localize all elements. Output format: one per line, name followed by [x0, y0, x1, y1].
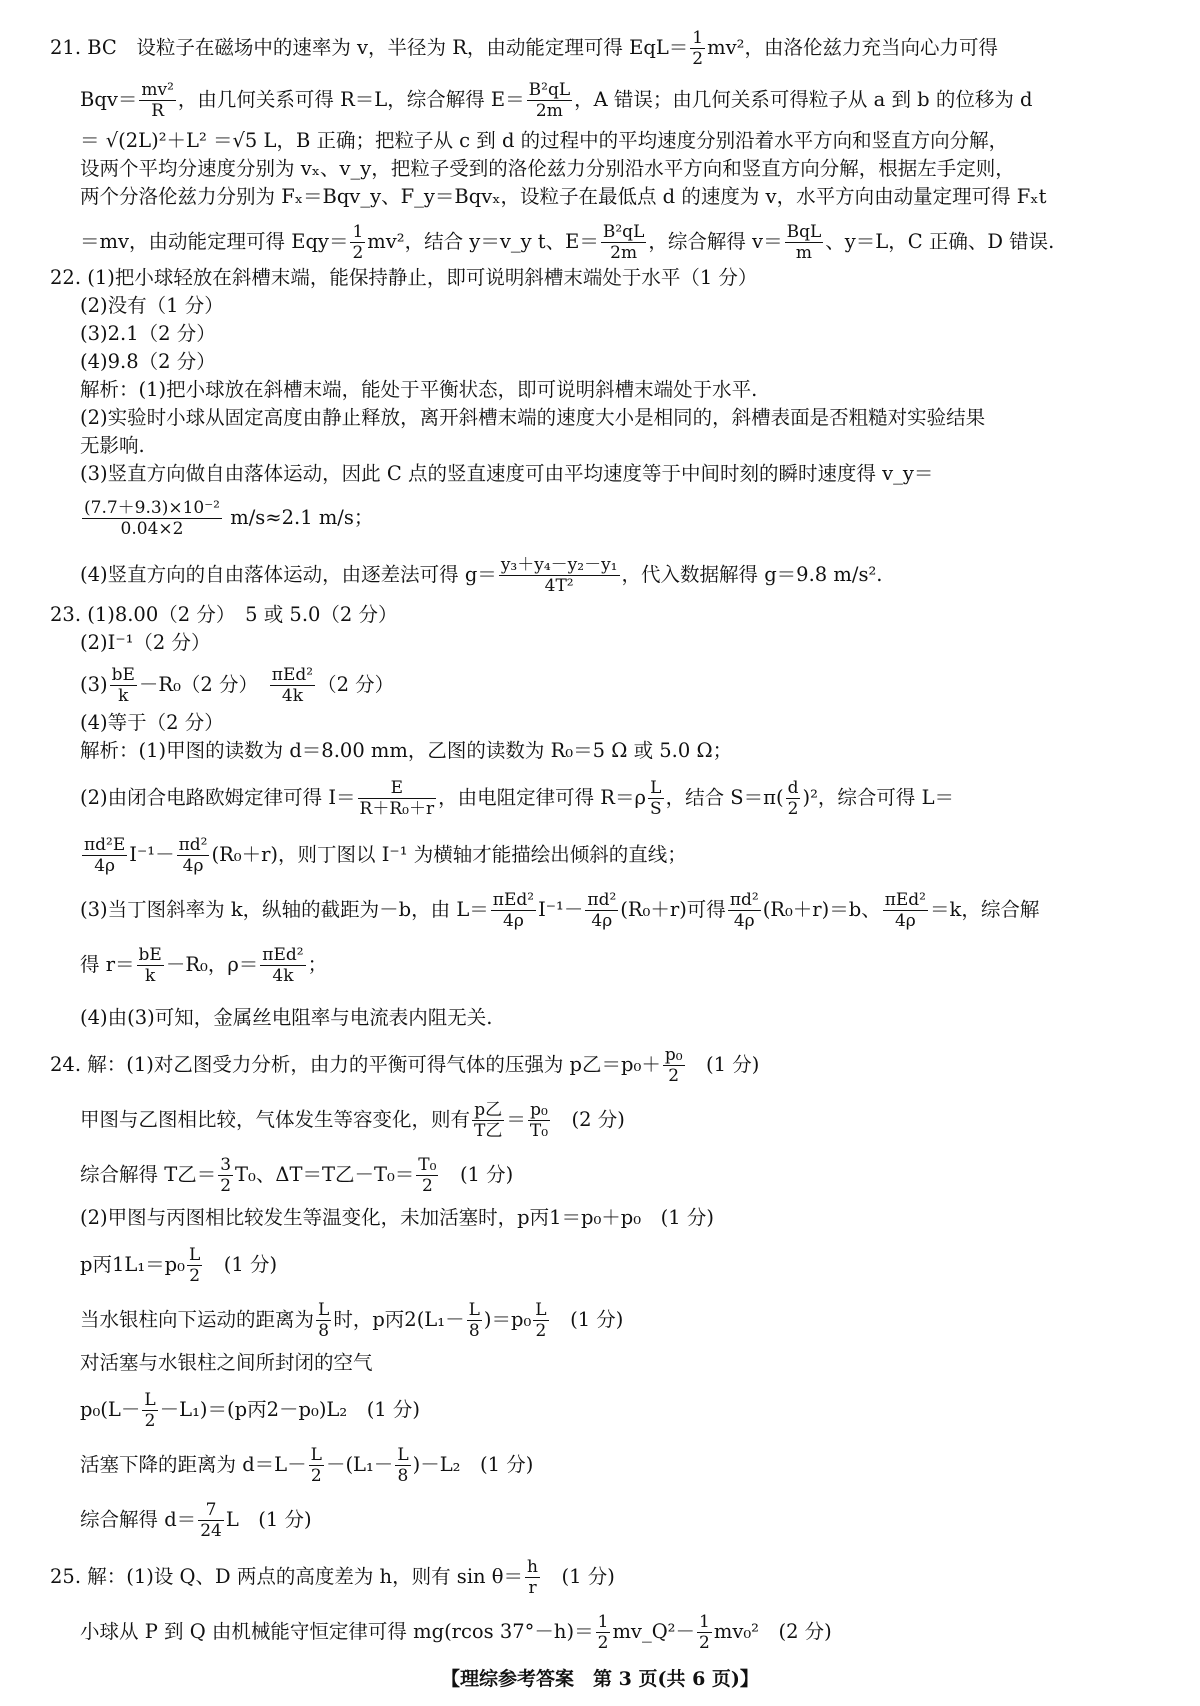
fraction: $\frac{\text{πEd²}}{4k}$ [271, 665, 314, 706]
fraction: $\frac{\text{y₃＋y₄－y₂－y₁}}{\text{4T²}}$ [500, 555, 618, 596]
q24-line-10: 综合解得 d＝ $\frac{7}{24}$ L (1 分) [80, 1500, 312, 1541]
q22-line-5: 解析：(1)把小球放在斜槽末端，能处于平衡状态，即可说明斜槽末端处于水平. [80, 378, 758, 401]
q22-line-10: (4)竖直方向的自由落体运动，由逐差法可得 g＝ $\frac{\text{y₃＋y₄－y₂－y₁}}{\text{4T²}}$ ，代入数据解得 g＝9.8 m/s². [80, 555, 883, 596]
fraction: $\frac{d}{2}$ [787, 778, 799, 819]
fraction: $\frac{\text{πEd²}}{4\rho}$ [492, 890, 535, 931]
q23-line-10: (4)由(3)可知，金属丝电阻率与电流表内阻无关. [80, 1006, 493, 1029]
fraction: $\frac{\text{(7.7＋9.3)×10⁻²}}{0.04\times 2}$ [84, 498, 220, 539]
q25-line-1: 25. 解：(1)设 Q、D 两点的高度差为 h，则有 sin θ＝ $\frac{h}{r}$ (1 分) [50, 1557, 615, 1598]
q24-line-4: (2)甲图与丙图相比较发生等温变化，未加活塞时，p丙1＝p₀＋p₀ (1 分) [80, 1206, 714, 1229]
q22-line-9: $\frac{\text{(7.7＋9.3)×10⁻²}}{0.04\times 2}$ m/s≈2.1 m/s； [84, 498, 374, 539]
page-footer: 【理综参考答案 第 3 页(共 6 页)】 [441, 1668, 759, 1690]
q22-line-3: (3)2.1（2 分） [80, 322, 216, 345]
fraction: $\frac{\text{πd²}}{4\rho}$ [587, 890, 617, 931]
q25-line-2: 小球从 P 到 Q 由机械能守恒定律可得 mg(rcos 37°－h)＝ $\frac{1}{2}$ mv_Q²－ $\frac{1}{2}$ mv₀² (2 分) [80, 1612, 832, 1653]
q21-line-4: 设两个平均分速度分别为 vₓ、v_y，把粒子受到的洛伦兹力分别沿水平方向和竖直方向分解，根据左手定则， [80, 157, 1015, 180]
q24-line-2: 甲图与乙图相比较，气体发生等容变化，则有 $\frac{\text{p乙}}{\text{T乙}}$ ＝ $\frac{\text{p₀}}{\text{T₀}}$ (2 分) [80, 1100, 625, 1141]
fraction: $\frac{h}{r}$ [527, 1557, 538, 1598]
q21-line-5: 两个分洛伦兹力分别为 Fₓ＝Bqv_y、F_y＝Bqvₓ，设粒子在最低点 d 的速度为 v，水平方向由动量定理可得 Fₓt [80, 185, 1047, 208]
q23-line-7: $\frac{\text{πd²E}}{4\rho}$ I⁻¹－ $\frac{\text{πd²}}{4\rho}$ (R₀＋r)，则丁图以 I⁻¹ 为横轴才能描绘出倾斜的直线； [84, 835, 687, 876]
fraction: $\frac{\text{mv²}}{R}$ [141, 80, 174, 121]
q22-line-6: (2)实验时小球从固定高度由静止释放，离开斜槽末端的速度大小是相同的，斜槽表面是否粗糙对实验结果 [80, 406, 986, 429]
q24-line-8: p₀(L－ $\frac{L}{2}$ －L₁)＝(p丙2－p₀)L₂ (1 分) [80, 1390, 421, 1431]
q21-line-3: ＝ √(2L)²＋L² ＝√5 L，B 正确；把粒子从 c 到 d 的过程中的平均速度分别沿着水平方向和竖直方向分解， [80, 129, 1009, 152]
q22-line-1: 22. (1)把小球轻放在斜槽末端，能保持静止，即可说明斜槽末端处于水平（1 分） [50, 266, 758, 289]
fraction: $\frac{\text{πd²}}{4\rho}$ [178, 835, 208, 876]
q22-line-2: (2)没有（1 分） [80, 294, 224, 317]
fraction: $\frac{L}{2}$ [535, 1300, 547, 1341]
q23-line-9: 得 r＝ $\frac{bE}{k}$ －R₀，ρ＝ $\frac{\text{πEd²}}{4k}$ ； [80, 945, 328, 986]
fraction: $\frac{\text{BqL}}{m}$ [786, 222, 822, 263]
q24-line-9: 活塞下降的距离为 d＝L－ $\frac{L}{2}$ －(L₁－ $\frac{L}{8}$ )－L₂ (1 分) [80, 1445, 534, 1486]
fraction: $\frac{\text{πEd²}}{4k}$ [262, 945, 304, 986]
fraction: $\frac{bE}{k}$ [138, 945, 162, 986]
q23-line-3: (3) $\frac{bE}{k}$ －R₀（2 分） $\frac{\text{πEd²}}{4k}$ （2 分） [80, 665, 395, 706]
fraction: $\frac{L}{2}$ [144, 1390, 156, 1431]
q24-line-7: 对活塞与水银柱之间所封闭的空气 [80, 1351, 373, 1374]
fraction: $\frac{bE}{k}$ [111, 665, 135, 706]
fraction: $\frac{3}{2}$ [220, 1155, 232, 1196]
q22-line-7: 无影响. [80, 434, 145, 457]
fraction: $\frac{1}{2}$ [699, 1612, 710, 1653]
q23-line-6: (2)由闭合电路欧姆定律可得 I＝ $\frac{E}{\text{R＋R₀＋r}}$ ，由电阻定律可得 R＝ρ $\frac{L}{S}$ ，结合 S＝π( $\frac{d}{2}$ )²，综合可得 L＝ [80, 778, 955, 819]
fraction: $\frac{7}{24}$ [200, 1500, 222, 1541]
q23-line-5: 解析：(1)甲图的读数为 d＝8.00 mm，乙图的读数为 R₀＝5 Ω 或 5.0 Ω； [80, 739, 733, 762]
fraction: $\frac{1}{2}$ [352, 222, 364, 263]
fraction: $\frac{L}{8}$ [397, 1445, 409, 1486]
q21-line-1: 21. BC 设粒子在磁场中的速率为 v，半径为 R，由动能定理可得 EqL＝ $\frac{1}{2}$ mv²，由洛伦兹力充当向心力可得 [50, 28, 998, 69]
q23-line-2: (2)I⁻¹（2 分） [80, 631, 211, 654]
q23-line-8: (3)当丁图斜率为 k，纵轴的截距为－b，由 L＝ $\frac{\text{πEd²}}{4\rho}$ I⁻¹－ $\frac{\text{πd²}}{4\rho}$ (R₀＋r)可得 $\frac{\text{πd²}}{4\rho}$ (R₀＋r)＝b、 $\frac{\text{πEd²}}{4\rho}$ ＝k，综合解 [80, 890, 1040, 931]
fraction: $\frac{\text{πEd²}}{4\rho}$ [884, 890, 926, 931]
fraction: $\frac{1}{2}$ [597, 1612, 609, 1653]
fraction: $\frac{L}{2}$ [188, 1245, 201, 1286]
q24-line-6: 当水银柱向下运动的距离为 $\frac{L}{8}$ 时，p丙2(L₁－ $\frac{L}{8}$ )＝p₀ $\frac{L}{2}$ (1 分) [80, 1300, 624, 1341]
q24-line-5: p丙1L₁＝p₀ $\frac{L}{2}$ (1 分) [80, 1245, 278, 1286]
fraction: $\frac{\text{T₀}}{2}$ [418, 1155, 437, 1196]
q22-line-4: (4)9.8（2 分） [80, 350, 216, 373]
q21-line-6: ＝mv，由动能定理可得 Eqy＝ $\frac{1}{2}$ mv²，结合 y＝v_y t、E＝ $\frac{\text{B²qL}}{2m}$ ，综合解得 v＝ $\frac{\text{BqL}}{m}$ 、y＝L，C 正确、D 错误. [80, 222, 1055, 263]
q22-line-8: (3)竖直方向做自由落体运动，因此 C 点的竖直速度可由平均速度等于中间时刻的瞬时速度得 v_y＝ [80, 462, 934, 485]
fraction: $\frac{\text{p₀}}{\text{T₀}}$ [529, 1100, 549, 1141]
fraction: $\frac{\text{πd²}}{4\rho}$ [729, 890, 759, 931]
fraction: $\frac{L}{8}$ [468, 1300, 480, 1341]
fraction: $\frac{L}{S}$ [649, 778, 662, 819]
fraction: $\frac{L}{8}$ [318, 1300, 330, 1341]
fraction: $\frac{\text{B²qL}}{2m}$ [602, 222, 645, 263]
fraction: $\frac{\text{p₀}}{2}$ [664, 1045, 683, 1086]
fraction: $\frac{\text{p乙}}{\text{T乙}}$ [474, 1100, 503, 1141]
q23-line-4: (4)等于（2 分） [80, 711, 224, 734]
q21-line-2: Bqv＝ $\frac{\text{mv²}}{R}$ ，由几何关系可得 R＝L，综合解得 E＝ $\frac{\text{B²qL}}{2m}$ ，A 错误；由几何关系可得粒子从 a 到 b 的位移为 d [80, 80, 1033, 121]
q23-line-1: 23. (1)8.00（2 分） 5 或 5.0（2 分） [50, 603, 398, 626]
q24-line-3: 综合解得 T乙＝ $\frac{3}{2}$ T₀、ΔT＝T乙－T₀＝ $\frac{\text{T₀}}{2}$ (1 分) [80, 1155, 514, 1196]
q24-line-1: 24. 解：(1)对乙图受力分析，由力的平衡可得气体的压强为 p乙＝p₀＋ $\frac{\text{p₀}}{2}$ (1 分) [50, 1045, 760, 1086]
fraction: $\frac{\text{B²qL}}{2m}$ [528, 80, 571, 121]
fraction: $\frac{\text{πd²E}}{4\rho}$ [84, 835, 126, 876]
fraction: $\frac{L}{2}$ [310, 1445, 322, 1486]
fraction: $\frac{E}{\text{R＋R₀＋r}}$ [359, 778, 435, 819]
fraction: $\frac{1}{2}$ [692, 28, 704, 69]
